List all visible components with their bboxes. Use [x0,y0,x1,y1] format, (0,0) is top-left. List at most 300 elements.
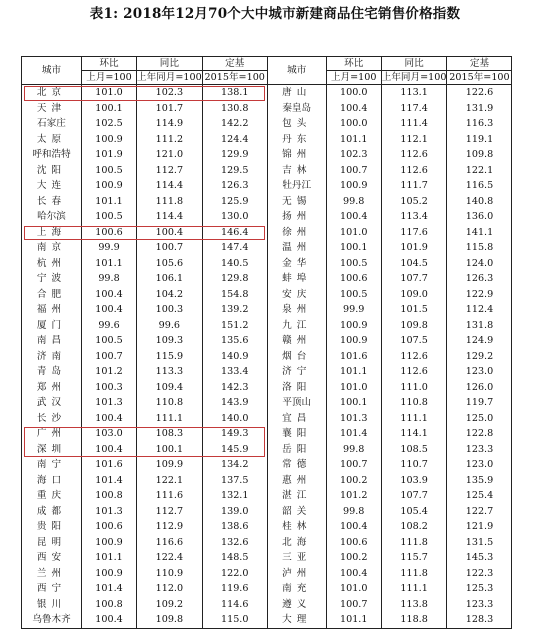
city-cell: 唐山 [267,85,326,101]
city-cell: 秦皇岛 [267,101,326,117]
base-cell: 149.3 [202,426,267,442]
table-row [22,581,512,597]
mom-cell: 101.2 [326,488,381,504]
header-yoy: 同比 [137,57,203,71]
yoy-cell: 99.6 [137,318,203,334]
mom-cell: 100.4 [82,612,137,628]
yoy-cell: 113.8 [381,597,447,613]
mom-cell: 101.1 [326,132,381,148]
table-row [22,535,512,551]
header-base: 定基 [447,57,512,71]
mom-cell: 100.9 [326,178,381,194]
city-cell: 沈阳 [22,163,82,179]
base-cell: 123.0 [447,457,512,473]
mom-cell: 100.7 [82,349,137,365]
city-cell: 三亚 [267,550,326,566]
yoy-cell: 114.1 [381,426,447,442]
city-cell: 吉林 [267,163,326,179]
city-cell: 西宁 [22,581,82,597]
yoy-cell: 105.4 [381,504,447,520]
base-cell: 115.8 [447,240,512,256]
yoy-cell: 113.3 [137,364,203,380]
mom-cell: 100.5 [82,163,137,179]
yoy-cell: 111.1 [381,581,447,597]
yoy-cell: 122.1 [137,473,203,489]
yoy-cell: 109.9 [137,457,203,473]
yoy-cell: 100.4 [137,225,203,241]
yoy-cell: 111.1 [137,411,203,427]
table-row [22,395,512,411]
city-cell: 宜昌 [267,411,326,427]
mom-cell: 101.4 [82,473,137,489]
city-cell: 南京 [22,240,82,256]
base-cell: 122.8 [447,426,512,442]
city-cell: 泸州 [267,566,326,582]
city-cell: 襄阳 [267,426,326,442]
mom-cell: 100.7 [326,163,381,179]
yoy-cell: 112.9 [137,519,203,535]
city-cell: 石家庄 [22,116,82,132]
mom-cell: 101.1 [82,194,137,210]
base-cell: 119.7 [447,395,512,411]
yoy-cell: 101.9 [381,240,447,256]
mom-cell: 100.5 [326,287,381,303]
city-cell: 济南 [22,349,82,365]
yoy-cell: 111.1 [381,411,447,427]
city-cell: 乌鲁木齐 [22,612,82,628]
mom-cell: 100.6 [82,225,137,241]
header-base: 定基 [202,57,267,71]
base-cell: 124.4 [202,132,267,148]
base-cell: 122.9 [447,287,512,303]
yoy-cell: 111.8 [137,194,203,210]
mom-cell: 100.9 [82,178,137,194]
city-cell: 惠州 [267,473,326,489]
table-body [22,85,512,629]
table-title: 表1: 2018年12月70个大中城市新建商品住宅销售价格指数 [89,6,461,22]
header-mom-sub: 上月=100 [326,71,381,85]
base-cell: 145.9 [202,442,267,458]
city-cell: 南宁 [22,457,82,473]
mom-cell: 100.0 [326,85,381,101]
yoy-cell: 114.4 [137,209,203,225]
yoy-cell: 117.6 [381,225,447,241]
table-row [22,302,512,318]
yoy-cell: 110.7 [381,457,447,473]
yoy-cell: 112.1 [381,132,447,148]
base-cell: 131.8 [447,318,512,334]
base-cell: 135.9 [447,473,512,489]
city-cell: 赣州 [267,333,326,349]
header-row [22,57,512,71]
yoy-cell: 110.8 [137,395,203,411]
city-cell: 蚌埠 [267,271,326,287]
mom-cell: 100.1 [326,240,381,256]
base-cell: 145.3 [447,550,512,566]
mom-cell: 100.9 [326,318,381,334]
header-mom: 环比 [82,57,137,71]
mom-cell: 101.1 [326,364,381,380]
table-row [22,442,512,458]
mom-cell: 100.4 [82,442,137,458]
city-cell: 太原 [22,132,82,148]
base-cell: 140.8 [447,194,512,210]
yoy-cell: 110.9 [137,566,203,582]
yoy-cell: 113.4 [381,209,447,225]
city-cell: 金华 [267,256,326,272]
base-cell: 146.4 [202,225,267,241]
base-cell: 128.3 [447,612,512,628]
city-cell: 福州 [22,302,82,318]
base-cell: 116.3 [447,116,512,132]
yoy-cell: 100.7 [137,240,203,256]
city-cell: 扬州 [267,209,326,225]
mom-cell: 101.3 [82,395,137,411]
base-cell: 154.8 [202,287,267,303]
base-cell: 129.8 [202,271,267,287]
base-cell: 123.3 [447,442,512,458]
mom-cell: 101.0 [82,85,137,101]
base-cell: 122.6 [447,85,512,101]
base-cell: 131.5 [447,535,512,551]
base-cell: 129.2 [447,349,512,365]
base-cell: 122.3 [447,566,512,582]
header-base-sub: 2015年=100 [447,71,512,85]
base-cell: 126.3 [202,178,267,194]
mom-cell: 101.1 [326,612,381,628]
base-cell: 123.0 [447,364,512,380]
base-cell: 130.8 [202,101,267,117]
mom-cell: 100.4 [326,566,381,582]
base-cell: 141.1 [447,225,512,241]
table-row [22,225,512,241]
mom-cell: 100.9 [82,132,137,148]
yoy-cell: 109.2 [137,597,203,613]
table-row [22,457,512,473]
table-row [22,411,512,427]
yoy-cell: 108.2 [381,519,447,535]
city-cell: 泉州 [267,302,326,318]
city-cell: 哈尔滨 [22,209,82,225]
city-cell: 温州 [267,240,326,256]
table-row [22,240,512,256]
table-row [22,256,512,272]
base-cell: 126.3 [447,271,512,287]
table-row [22,116,512,132]
base-cell: 115.0 [202,612,267,628]
city-cell: 西安 [22,550,82,566]
mom-cell: 99.8 [326,442,381,458]
base-cell: 148.5 [202,550,267,566]
yoy-cell: 111.4 [381,116,447,132]
yoy-cell: 113.1 [381,85,447,101]
city-cell: 天津 [22,101,82,117]
yoy-cell: 111.8 [381,566,447,582]
base-cell: 132.6 [202,535,267,551]
city-cell: 长沙 [22,411,82,427]
yoy-cell: 112.6 [381,364,447,380]
mom-cell: 100.4 [82,411,137,427]
base-cell: 129.9 [202,147,267,163]
mom-cell: 100.9 [82,566,137,582]
city-cell: 广州 [22,426,82,442]
table-row [22,147,512,163]
yoy-cell: 112.6 [381,147,447,163]
city-cell: 徐州 [267,225,326,241]
base-cell: 140.0 [202,411,267,427]
mom-cell: 100.0 [326,116,381,132]
price-index-table [21,56,512,629]
yoy-cell: 110.8 [381,395,447,411]
yoy-cell: 108.5 [381,442,447,458]
base-cell: 136.0 [447,209,512,225]
city-cell: 安庆 [267,287,326,303]
city-cell: 青岛 [22,364,82,380]
city-cell: 济宁 [267,364,326,380]
city-cell: 宁波 [22,271,82,287]
mom-cell: 100.4 [326,209,381,225]
mom-cell: 100.1 [82,101,137,117]
yoy-cell: 118.8 [381,612,447,628]
base-cell: 119.1 [447,132,512,148]
yoy-cell: 109.4 [137,380,203,396]
city-cell: 武汉 [22,395,82,411]
city-cell: 上海 [22,225,82,241]
header-city: 城市 [267,57,326,85]
base-cell: 116.5 [447,178,512,194]
base-cell: 139.2 [202,302,267,318]
mom-cell: 100.2 [326,550,381,566]
base-cell: 142.2 [202,116,267,132]
header-mom-sub: 上月=100 [82,71,137,85]
city-cell: 大连 [22,178,82,194]
city-cell: 成都 [22,504,82,520]
city-cell: 北京 [22,85,82,101]
yoy-cell: 111.0 [381,380,447,396]
mom-cell: 99.9 [326,302,381,318]
city-cell: 常德 [267,457,326,473]
city-cell: 昆明 [22,535,82,551]
base-cell: 140.9 [202,349,267,365]
yoy-cell: 109.3 [137,333,203,349]
yoy-cell: 109.8 [137,612,203,628]
mom-cell: 100.4 [82,302,137,318]
city-cell: 南昌 [22,333,82,349]
mom-cell: 101.2 [82,364,137,380]
yoy-cell: 108.3 [137,426,203,442]
yoy-cell: 105.6 [137,256,203,272]
city-cell: 平顶山 [267,395,326,411]
city-cell: 北海 [267,535,326,551]
city-cell: 深圳 [22,442,82,458]
mom-cell: 99.8 [82,271,137,287]
base-cell: 122.7 [447,504,512,520]
yoy-cell: 115.9 [137,349,203,365]
city-cell: 郑州 [22,380,82,396]
city-cell: 洛阳 [267,380,326,396]
table-row [22,101,512,117]
header-yoy-sub: 上年同月=100 [381,72,447,83]
mom-cell: 100.4 [326,101,381,117]
mom-cell: 101.3 [326,411,381,427]
mom-cell: 100.6 [326,535,381,551]
mom-cell: 100.4 [326,519,381,535]
mom-cell: 100.1 [326,395,381,411]
yoy-cell: 114.4 [137,178,203,194]
city-cell: 厦门 [22,318,82,334]
table-row [22,426,512,442]
yoy-cell: 112.6 [381,349,447,365]
city-cell: 牡丹江 [267,178,326,194]
mom-cell: 100.5 [82,209,137,225]
table-row [22,209,512,225]
mom-cell: 100.7 [326,597,381,613]
mom-cell: 101.0 [326,581,381,597]
base-cell: 143.9 [202,395,267,411]
yoy-cell: 115.7 [381,550,447,566]
yoy-cell: 111.2 [137,132,203,148]
yoy-cell: 102.3 [137,85,203,101]
city-cell: 南充 [267,581,326,597]
base-cell: 138.6 [202,519,267,535]
city-cell: 岳阳 [267,442,326,458]
base-cell: 125.0 [447,411,512,427]
base-cell: 125.4 [447,488,512,504]
yoy-cell: 111.7 [381,178,447,194]
mom-cell: 100.7 [326,457,381,473]
base-cell: 134.2 [202,457,267,473]
mom-cell: 100.6 [326,271,381,287]
city-cell: 长春 [22,194,82,210]
mom-cell: 100.3 [82,380,137,396]
mom-cell: 101.4 [82,581,137,597]
base-cell: 123.3 [447,597,512,613]
mom-cell: 101.3 [82,504,137,520]
mom-cell: 102.5 [82,116,137,132]
table-row [22,178,512,194]
yoy-cell: 112.6 [381,163,447,179]
base-cell: 124.9 [447,333,512,349]
base-cell: 126.0 [447,380,512,396]
mom-cell: 99.6 [82,318,137,334]
base-cell: 130.0 [202,209,267,225]
base-cell: 124.0 [447,256,512,272]
table-row [22,597,512,613]
table-row [22,194,512,210]
base-cell: 135.6 [202,333,267,349]
yoy-cell: 107.7 [381,488,447,504]
yoy-cell: 104.2 [137,287,203,303]
table-row [22,380,512,396]
yoy-cell: 112.7 [137,504,203,520]
table-row [22,364,512,380]
header-base-sub: 2015年=100 [202,71,267,85]
mom-cell: 100.8 [82,488,137,504]
base-cell: 139.0 [202,504,267,520]
table-row [22,504,512,520]
table-row [22,519,512,535]
mom-cell: 101.0 [326,225,381,241]
base-cell: 112.4 [447,302,512,318]
header-yoy-sub: 上年同月=100 [137,72,202,83]
base-cell: 138.1 [202,85,267,101]
mom-cell: 101.1 [82,256,137,272]
mom-cell: 100.6 [82,519,137,535]
yoy-cell: 116.6 [137,535,203,551]
mom-cell: 101.1 [82,550,137,566]
mom-cell: 101.6 [326,349,381,365]
yoy-cell: 101.7 [137,101,203,117]
mom-cell: 101.9 [82,147,137,163]
base-cell: 125.9 [202,194,267,210]
mom-cell: 99.9 [82,240,137,256]
yoy-cell: 107.5 [381,333,447,349]
table-row [22,612,512,628]
yoy-cell: 100.1 [137,442,203,458]
mom-cell: 100.5 [326,256,381,272]
city-cell: 重庆 [22,488,82,504]
mom-cell: 100.9 [82,535,137,551]
yoy-cell: 112.0 [137,581,203,597]
table-row [22,349,512,365]
yoy-cell: 122.4 [137,550,203,566]
mom-cell: 103.0 [82,426,137,442]
city-cell: 无锡 [267,194,326,210]
base-cell: 119.6 [202,581,267,597]
city-cell: 韶关 [267,504,326,520]
yoy-cell: 111.6 [137,488,203,504]
city-cell: 呼和浩特 [22,147,82,163]
base-cell: 109.8 [447,147,512,163]
yoy-cell: 121.0 [137,147,203,163]
mom-cell: 100.2 [326,473,381,489]
base-cell: 122.1 [447,163,512,179]
header-city: 城市 [22,57,82,85]
base-cell: 147.4 [202,240,267,256]
mom-cell: 101.6 [82,457,137,473]
table-row [22,550,512,566]
yoy-cell: 105.2 [381,194,447,210]
mom-cell: 100.9 [326,333,381,349]
mom-cell: 99.8 [326,504,381,520]
yoy-cell: 107.7 [381,271,447,287]
base-cell: 121.9 [447,519,512,535]
base-cell: 129.5 [202,163,267,179]
city-cell: 合肥 [22,287,82,303]
base-cell: 131.9 [447,101,512,117]
city-cell: 银川 [22,597,82,613]
table-row [22,85,512,101]
base-cell: 137.5 [202,473,267,489]
mom-cell: 101.0 [326,380,381,396]
base-cell: 142.3 [202,380,267,396]
base-cell: 133.4 [202,364,267,380]
city-cell: 包头 [267,116,326,132]
city-cell: 大理 [267,612,326,628]
mom-cell: 101.4 [326,426,381,442]
yoy-cell: 106.1 [137,271,203,287]
table-row [22,132,512,148]
base-cell: 140.5 [202,256,267,272]
yoy-cell: 104.5 [381,256,447,272]
city-cell: 锦州 [267,147,326,163]
mom-cell: 100.4 [82,287,137,303]
base-cell: 125.3 [447,581,512,597]
yoy-cell: 109.0 [381,287,447,303]
header-subrow [22,71,512,85]
base-cell: 151.2 [202,318,267,334]
yoy-cell: 103.9 [381,473,447,489]
